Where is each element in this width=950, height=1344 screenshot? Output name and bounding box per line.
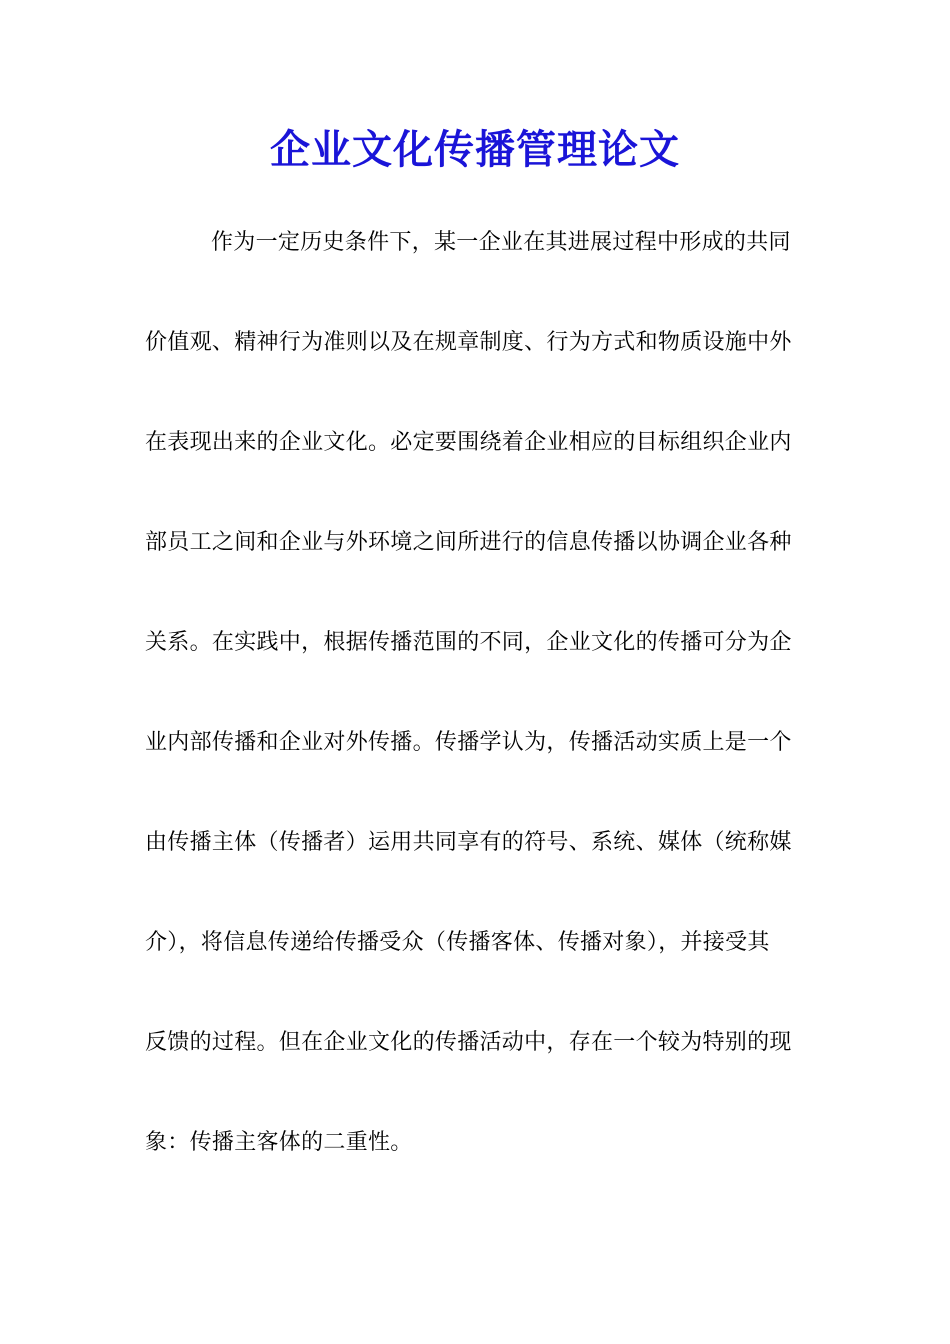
paragraph-line-3: 在表现出来的企业文化。必定要围绕着企业相应的目标组织企业内 (145, 430, 792, 455)
paragraph-line-2: 价值观、精神行为准则以及在规章制度、行为方式和物质设施中外 (145, 330, 792, 355)
paragraph-line-7: 由传播主体（传播者）运用共同享有的符号、系统、媒体（统称媒 (145, 830, 792, 855)
paragraph-line-10: 象：传播主客体的二重性。 (145, 1130, 413, 1155)
paragraph-line-5: 关系。在实践中，根据传播范围的不同，企业文化的传播可分为企 (145, 630, 792, 655)
paragraph-line-4: 部员工之间和企业与外环境之间所进行的信息传播以协调企业各种 (145, 530, 792, 555)
paragraph-line-1: 作为一定历史条件下，某一企业在其进展过程中形成的共同 (211, 230, 791, 255)
paragraph-line-6: 业内部传播和企业对外传播。传播学认为，传播活动实质上是一个 (145, 730, 792, 755)
paragraph-line-8: 介），将信息传递给传播受众（传播客体、传播对象），并接受其 (145, 930, 770, 955)
paragraph-line-9: 反馈的过程。但在企业文化的传播活动中，存在一个较为特别的现 (145, 1030, 792, 1055)
page-title: 企业文化传播管理论文 (270, 126, 680, 173)
